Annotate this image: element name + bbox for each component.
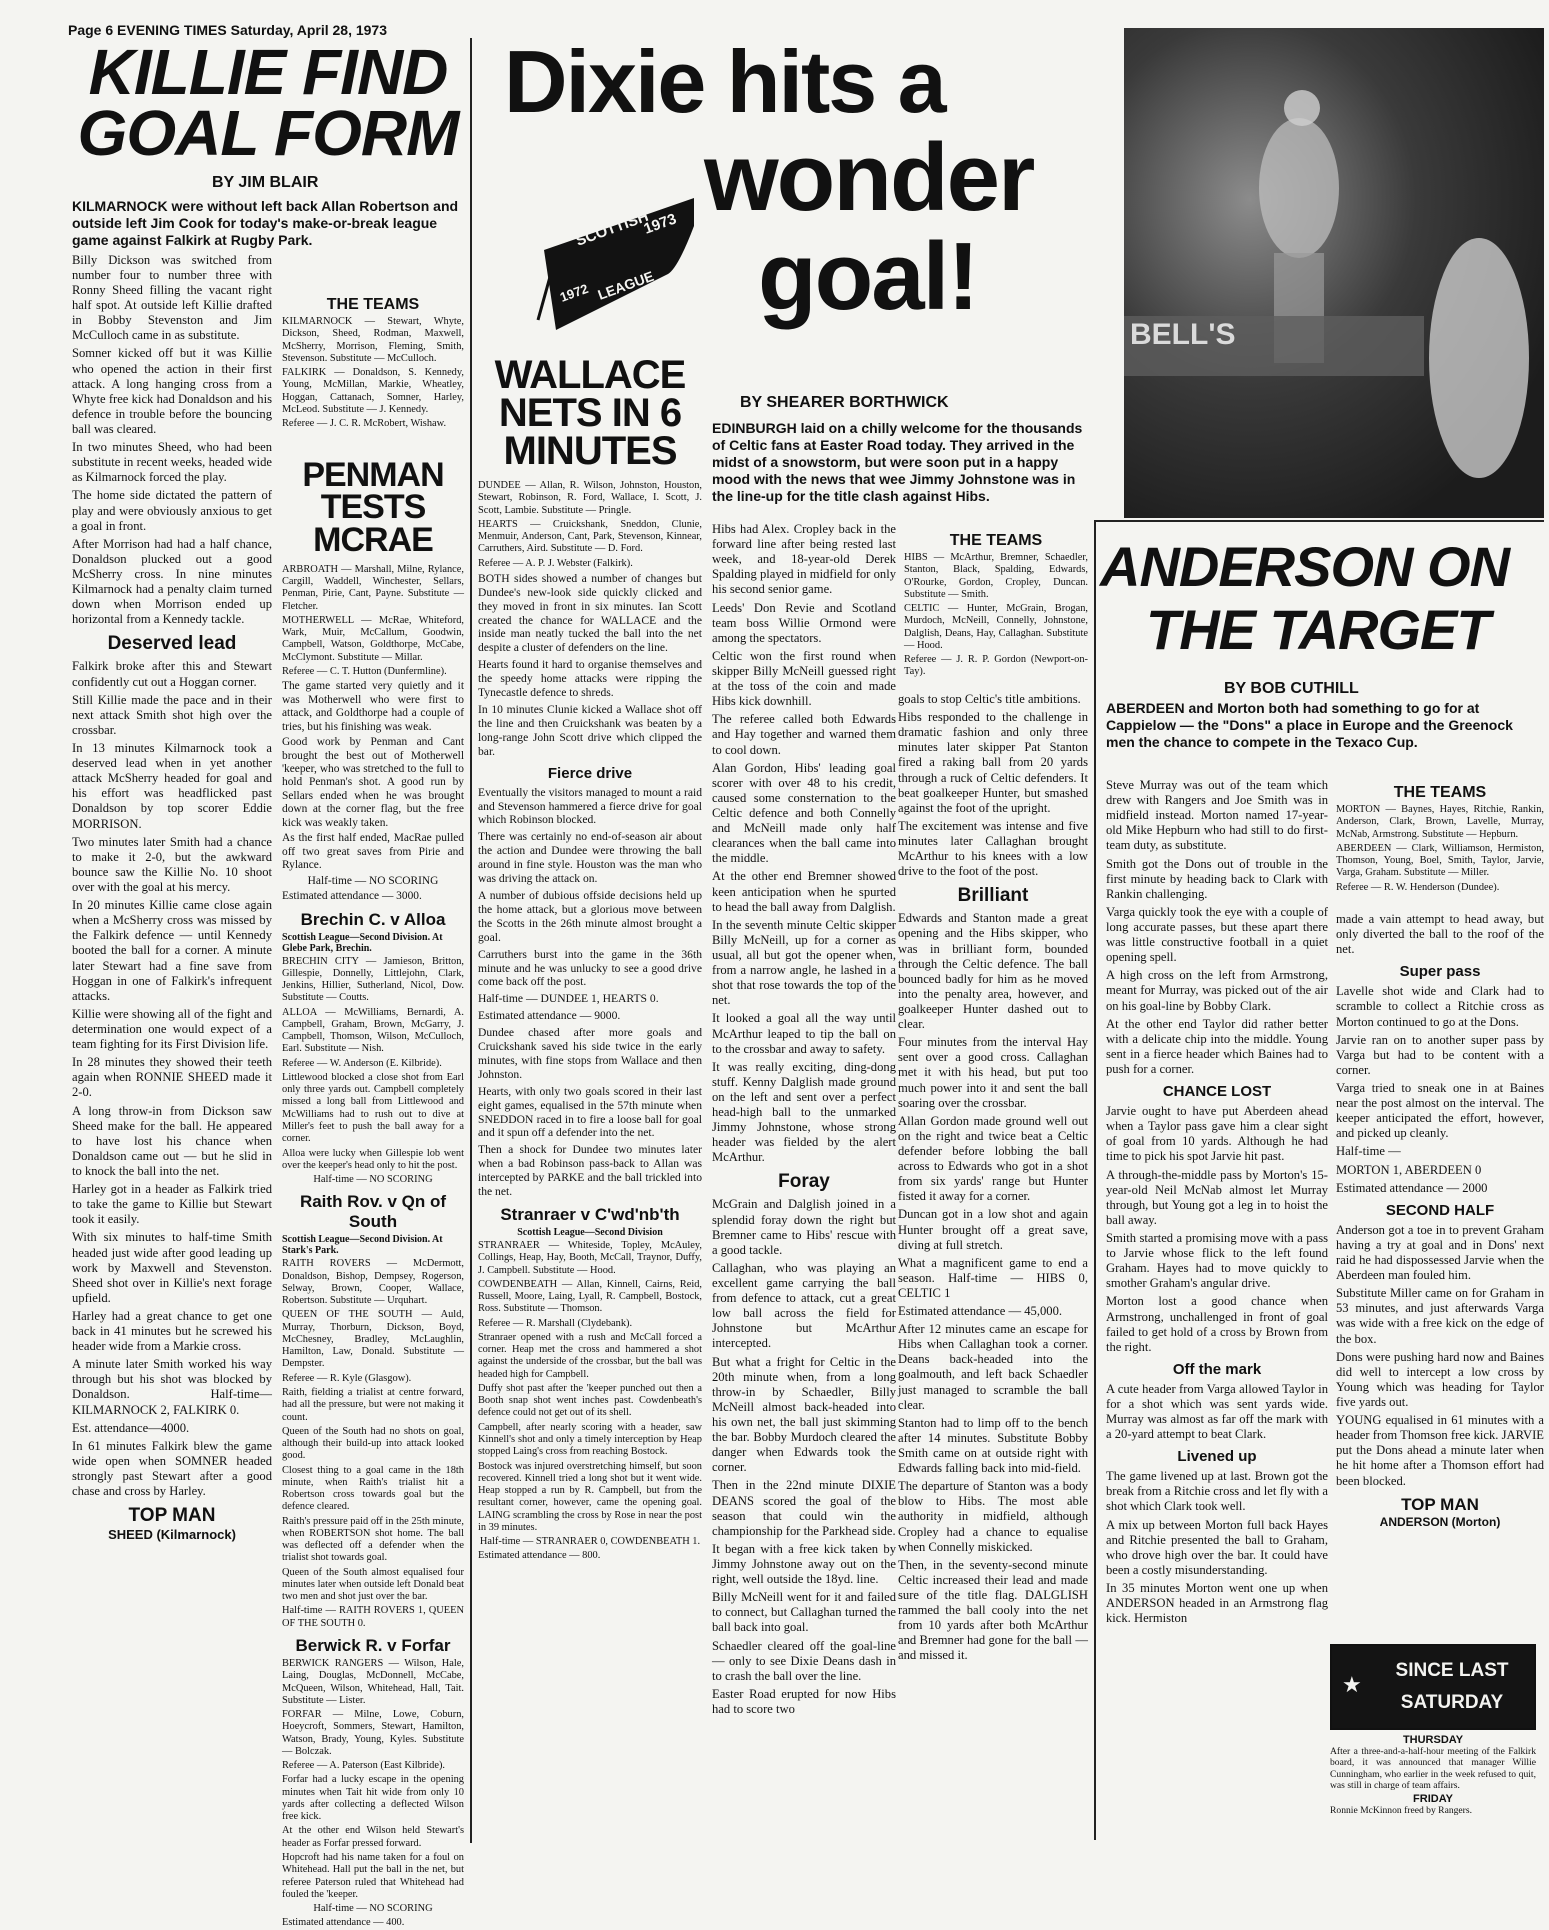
paragraph: Smith got the Dons out of trouble in the first minute by heading back to Clark with Rankin challenging. — [1106, 856, 1328, 901]
match-text: Alloa were lucky when Gillespie lob went over the keeper's head only to hit the post. — [282, 1147, 464, 1171]
match-text: Referee — R. Marshall (Clydebank). — [478, 1317, 633, 1329]
paragraph: The excitement was intense and five minutes later Callaghan brought McArthur to his knees with a low drive to the foot of the post. — [898, 818, 1088, 879]
match-text: Referee — R. Kyle (Glasgow). — [282, 1372, 412, 1384]
killie-subhead: Deserved lead — [107, 633, 237, 655]
match-text: FORFAR — Milne, Lowe, Coburn, Hoeycroft, Sommers, Stewart, Hamilton, Watson, Brady, Young, Kyles. Substitute — Bolczak. — [282, 1709, 464, 1757]
column-rule — [470, 38, 472, 1843]
paragraph: There was certainly no end-of-season air about the action and Dundee were throwing the ball around in fine style. Houston was the man who was driving the attack on. — [478, 830, 702, 886]
wallace-headline: WALLACE NETS IN 6 MINUTES — [494, 353, 686, 473]
paragraph: With six minutes to half-time Smith headed just wide after good leading up work by Maxwell and Stevenston. Sheed shot over in Killie's next forage upfield. — [72, 1230, 272, 1305]
paragraph: Est. attendance—4000. — [72, 1420, 190, 1435]
killie-teams-title: THE TEAMS — [326, 296, 420, 313]
anderson-teams-title: THE TEAMS — [1393, 784, 1487, 801]
team-lineup: MOTHERWELL — McRae, Whiteford, Wark, Muir, McCallum, Goodwin, Campbell, Watson, Goldthorpe, McCabe, McClymont. Substitute — Millar. — [282, 614, 464, 663]
team-lineup: HIBS — McArthur, Bremner, Schaedler, Stanton, Black, Spalding, Edwards, O'Rourke, Gordon, Cropley, Duncan. Substitute — Smith. — [904, 552, 1088, 600]
killie-top-man-label: TOP MAN — [128, 1505, 216, 1527]
anderson-subhead-second-half: SECOND HALF — [1385, 1201, 1495, 1219]
stranraer-title: Stranraer v C'wd'nb'th — [500, 1205, 680, 1225]
match-text: Bostock was injured overstretching himself, but soon recovered. Kinnell tried a long shot but it went wide. Heap stopped a run by R. Campbell, but from the resultant corner, however, came the opening goal. LAING scrambling the cross by Rose in near the post in 39 minutes. — [478, 1460, 702, 1533]
match-text: ALLOA — McWilliams, Bernardi, A. Campbell, Graham, Brown, McGarry, J. Campbell, Thomson, Wilson, McCulloch, Earl. Substitute — Nish. — [282, 1006, 464, 1055]
paragraph: Then in the 22nd minute DIXIE DEANS scored the goal of the season that could win the championship for the Parkhead side. — [712, 1478, 896, 1538]
match-text: Hopcroft had his name taken for a foul on Whitehead. Hall put the ball in the net, but referee Paterson ruled that Whitehead had fouled the 'keeper. — [282, 1852, 464, 1900]
paragraph: Jarvie ran on to another super pass by Varga but had to be content with a corner. — [1336, 1032, 1544, 1077]
paragraph: A cute header from Varga allowed Taylor in for a shot which was sent yards wide. Murray was almost as far off the mark with a 20-yard attempt to beat Clark. — [1106, 1381, 1328, 1442]
anderson-lead: ABERDEEN and Morton both had something to go for at Cappielow — the "Dons" a place in Europe and the Greenock men the chance to compete in the Texaco Cup. — [1106, 700, 1513, 751]
score-line: MORTON 1, ABERDEEN 0 — [1336, 1162, 1482, 1177]
killie-body — [72, 253, 272, 1542]
paragraph: What a magnificent game to end a season. Half-time — HIBS 0, CELTIC 1 — [898, 1255, 1088, 1300]
half-time-line: Half-time — STRANRAER 0, COWDENBEATH 1. — [479, 1536, 701, 1548]
since-last-saturday-box — [1330, 1644, 1536, 1730]
paragraph: McGrain and Dalglish joined in a splendid foray down the right but Bremner came to Hibs' rescue with a good tackle. — [712, 1197, 896, 1257]
player-head — [1284, 90, 1320, 126]
paragraph: Alan Gordon, Hibs' leading goal scorer with over 48 to his credit, caused some consternation to the Celtic defence and both Connelly and McNeill made only half clearances when the ball came into the middle. — [712, 760, 896, 866]
paragraph: The referee called both Edwards and Hay together and warned them to cool down. — [712, 712, 896, 757]
paragraph: It looked a goal all the way until McArthur leaped to tip the ball on to the crossbar and away to safety. — [712, 1011, 896, 1056]
anderson-column-1 — [1106, 778, 1328, 1842]
paragraph: Billy McNeill went for it and failed to connect, but Callaghan turned the ball back into goal. — [712, 1590, 896, 1635]
paragraph: Dons were pushing hard now and Baines did well to intercept a low cross by Young which was heading for Taylor five yards out. — [1336, 1349, 1544, 1409]
attendance-line: Estimated attendance — 45,000. — [898, 1304, 1063, 1319]
paragraph: Morton lost a good chance when Armstrong, unchallenged in front of goal failed to get hold of a cross by Brown from the right. — [1106, 1294, 1328, 1354]
paragraph: A high cross on the left from Armstrong, meant for Murray, was picked out of the air on his goal-line by Bobby Clark. — [1106, 968, 1328, 1013]
match-text: Queen of the South had no shots on goal, although their build-up into attack looked good. — [282, 1425, 464, 1462]
paragraph: Hearts, with only two goals scored in their last eight games, equalised in the 57th minute when SNEDDON raced in to fire a loose ball for goal and it spun off a defender into the net. — [478, 1084, 702, 1140]
match-text: Duffy shot past after the 'keeper punched out then a Booth snap shot went inches past. Cowdenbeath's defence could not get out of its shell. — [478, 1382, 702, 1419]
attendance-line: Estimated attendance — 800. — [478, 1550, 601, 1562]
anderson-subhead-chance-lost: CHANCE LOST — [1162, 1083, 1272, 1101]
referee-line: Referee — A. P. J. Webster (Falkirk). — [478, 557, 633, 569]
dixie-headline-line-1: Dixie hits a — [504, 32, 945, 131]
attendance-line: Estimated attendance — 9000. — [478, 1009, 621, 1023]
paragraph: goals to stop Celtic's title ambitions. — [898, 692, 1081, 706]
half-time-line: Half-time — DUNDEE 1, HEARTS 0. — [478, 992, 659, 1006]
paragraph: Still Killie made the pace and in their next attack Smith shot high over the crossbar. — [72, 692, 272, 737]
since-last-saturday-notes — [1330, 1734, 1536, 1844]
penman-article — [282, 455, 464, 1929]
thursday-label: THURSDAY — [1402, 1734, 1464, 1746]
dixie-column-1 — [712, 522, 896, 1842]
paragraph: Smith started a promising move with a pass to Jarvie whose flick to the left found Graham. Hayes had to move quickly to smother Graham's angular drive. — [1106, 1230, 1328, 1291]
paragraph: Anderson got a toe in to prevent Graham having a try at goal and in Dons' next raid he had dispossessed Jarvie when the Aberdeen man fouled him. — [1336, 1222, 1544, 1283]
match-text: BRECHIN CITY — Jamieson, Britton, Gillespie, Donnelly, Littlejohn, Clark, Jenkins, Hillier, Sutherland, Nicol, Dow. Substitute — Coutts. — [282, 955, 464, 1004]
killie-headline-line-2: GOAL FORM — [77, 96, 459, 169]
anderson-subhead-livened-up: Livened up — [1177, 1448, 1257, 1466]
paragraph: After 12 minutes came an escape for Hibs when Callaghan took a corner. Deans back-headed into the goalmouth, and left back Schaedler just managed to scramble the ball clear. — [898, 1322, 1088, 1412]
hoarding-sign-text: BELL'S — [1130, 318, 1236, 351]
paragraph: Then a shock for Dundee two minutes later when a bad Robinson pass-back to Allan was intercepted by PARKE and the ball trickled into the net. — [478, 1143, 702, 1199]
column-rule — [1094, 520, 1096, 1840]
dixie-headline-line-3: goal! — [758, 222, 978, 330]
match-text: COWDENBEATH — Allan, Kinnell, Cairns, Reid, Russell, Moore, Laing, Lyall, R. Campbell, Bostock, Ross. Substitute — Thomson. — [478, 1278, 702, 1315]
paragraph: Easter Road erupted for now Hibs had to score two — [712, 1686, 896, 1716]
paragraph: Duncan got in a low shot and again Hunter brought off a great save, diving at full stretch. — [898, 1207, 1088, 1252]
paragraph: In 61 minutes Falkirk blew the game wide open when SOMNER headed strongly past Stewart after a good chase and cross by Harley. — [72, 1438, 272, 1499]
paragraph: It began with a free kick taken by Jimmy Johnstone away out on the right, well outside the 18yd. line. — [712, 1541, 896, 1587]
paragraph: Killie were showing all of the fight and determination one would expect of a team fighting for its First Division life. — [72, 1006, 272, 1052]
paragraph: Dundee chased after more goals and Cruickshank saved his side twice in the early minutes, with fine stops from Wallace and then Johnston. — [478, 1026, 702, 1081]
paragraph: In the seventh minute Celtic skipper Billy McNeill, up for a corner as usual, all but got the opener when, from a narrow angle, he lashed in a shot that rose towards the top of the net. — [712, 917, 896, 1008]
team-lineup: MORTON — Baynes, Hayes, Ritchie, Rankin, Anderson, Clark, Brown, Lavelle, Murray, McNab, Armstrong. Substitute — Hepburn. — [1336, 804, 1544, 840]
killie-byline: BY JIM BLAIR — [212, 173, 319, 191]
paragraph: Eventually the visitors managed to mount a raid and Stevenson hammered a fierce drive for goal which Robinson blocked. — [478, 785, 702, 827]
paragraph: A mix up between Morton full back Hayes and Ritchie presented the ball to Graham, who drove high over the bar. It could have been a costly misunderstanding. — [1106, 1517, 1328, 1577]
team-lineup: DUNDEE — Allan, R. Wilson, Johnston, Houston, Stewart, Robinson, R. Ford, Wallace, I. Scott, J. Scott, Lambie. Substitute — Pringle. — [478, 480, 702, 516]
anderson-headline-line-1: ANDERSON ON — [1100, 535, 1510, 598]
paragraph: In 35 minutes Morton went one up when ANDERSON headed in an Armstrong flag kick. Hermiston — [1106, 1581, 1328, 1626]
anderson-column-2 — [1336, 912, 1544, 1636]
since-line-2: SATURDAY — [1400, 1692, 1504, 1713]
friday-label: FRIDAY — [1413, 1793, 1453, 1806]
pennant-text-league: LEAGUE — [595, 267, 656, 303]
anderson-byline: BY BOB CUTHILL — [1224, 680, 1359, 697]
paragraph: Leeds' Don Revie and Scotland team boss Willie Ormond were among the spectators. — [712, 600, 896, 645]
killie-teams-box — [282, 292, 464, 454]
paragraph: Then, in the seventy-second minute Celtic increased their lead and made sure of the title flag. DALGLISH rammed the ball cooly into the net from 10 yards after both McArthur and Bremner had gone for the ball — and missed it. — [898, 1557, 1088, 1663]
league-line: Scottish League—Second Division. At Stark's Park. — [282, 1234, 443, 1257]
paragraph: In 20 minutes Killie came close again when a McSherry cross was missed by the Falkirk defence — until Kennedy booted the ball for a corner. A minute later Stewart had a fine save from Hoggan in one of Falkirk's infrequent attacks. — [72, 898, 272, 1003]
paragraph: A number of dubious offside decisions held up the home attack, but a glorious move between the Scotts in the 26th minute almost brought a goal. — [478, 888, 702, 944]
paragraph: Four minutes from the interval Hay sent over a good cross. Callaghan met it with his head, but put too much power into it and sent the ball soaring over the crossbar. — [898, 1035, 1088, 1110]
paragraph: Callaghan, who was playing an excellent game carrying the ball from defence to attack, cut a great low ball across the field for Johnstone but McArthur intercepted. — [712, 1260, 896, 1351]
match-photo — [1124, 28, 1544, 518]
paragraph: Carruthers burst into the game in the 36th minute and he was unlucky to see a good drive come back off the post. — [478, 947, 702, 989]
referee-line: Referee — J. R. P. Gordon (Newport-on-Tay). — [904, 654, 1088, 678]
paragraph: Harley got in a header as Falkirk tried to take the game to Killie but Stewart took it easily. — [72, 1182, 272, 1227]
paragraph: The departure of Stanton was a body blow to Hibs. The most able authority in midfield, although Cropley had a chance to equalise when Connelly miskicked. — [898, 1479, 1088, 1554]
paragraph: Lavelle shot wide and Clark had to scramble to collect a Ritchie cross as Morton continued to go at the Dons. — [1336, 984, 1544, 1029]
attendance-line: Estimated attendance — 3000. — [282, 890, 422, 903]
anderson-subhead-off-the-mark: Off the mark — [1172, 1360, 1262, 1378]
half-time-line: Half-time — NO SCORING — [313, 1903, 433, 1915]
match-text: Raith, fielding a trialist at centre forward, had all the pressure, but were not making it count. — [282, 1386, 464, 1423]
paragraph: YOUNG equalised in 61 minutes with a header from Thomson free kick. JARVIE put the Dons ahead a minute later when he hit home after a Thomson effort had been blocked. — [1336, 1413, 1544, 1488]
player-figure — [1259, 118, 1339, 258]
player-silhouettes — [1124, 28, 1544, 518]
match-text: Forfar had a lucky escape in the opening minutes when Tait hit wide from only 10 yards after collecting a deflected Wilson free kick. — [282, 1774, 464, 1823]
dixie-teams-box — [904, 528, 1088, 688]
team-lineup: CELTIC — Hunter, McGrain, Brogan, Murdoch, McNeill, Connelly, Johnstone, Dalglish, Deans, Hay, Callaghan. Substitute — Hood. — [904, 603, 1088, 651]
paragraph: Good work by Penman and Cant brought the best out of Motherwell 'keeper, who was stretched to the full to hold Penman's shot. A good run by Sellars ended when he was brought down at the corner flag, but the free kick was weakly taken. — [282, 736, 464, 829]
paragraph: Jarvie ought to have put Aberdeen ahead when a Taylor pass gave him a clear sight of goal from 10 yards. Although he had time to pick his spot Jarvie hit past. — [1106, 1104, 1328, 1164]
paragraph: As the first half ended, MacRae pulled off two great saves from Pirie and Rylance. — [282, 832, 464, 872]
team-lineup: HEARTS — Cruickshank, Sneddon, Clunie, Menmuir, Anderson, Cant, Park, Stevenson, Kinnear, Carruthers, Aird. Substitute — D. Ford. — [478, 518, 702, 555]
match-text: Referee — A. Paterson (East Kilbride). — [282, 1760, 446, 1772]
referee-line: Referee — J. C. R. McRobert, Wishaw. — [282, 418, 447, 430]
league-line: Scottish League—Second Division — [517, 1227, 663, 1239]
wallace-article — [478, 352, 702, 1842]
match-text: Campbell, after nearly scoring with a header, saw Kinnell's shot and only a timely interception by Heap stopped Laing's cross from reaching Bostock. — [478, 1421, 702, 1458]
dixie-column-2 — [898, 692, 1088, 1842]
dixie-headline-line-2: wonder — [704, 123, 1034, 231]
paragraph: The game started very quietly and it was Motherwell who were first to attack, and Goldthorpe had a couple of tries, but his finishing was weak. — [282, 680, 464, 733]
match-text: QUEEN OF THE SOUTH — Auld, Murray, Thorburn, Dickson, Boyd, McChesney, Bradley, McLaughlin, Hamilton, Law, Donald. Substitute — Dempster. — [282, 1309, 464, 1370]
friday-text: Ronnie McKinnon freed by Rangers. — [1330, 1805, 1473, 1817]
match-text: BERWICK RANGERS — Wilson, Hale, Laing, Douglas, McDonnell, McCabe, McQueen, Wilson, Whitehead, Hall, Tait. Substitute — Lister. — [282, 1658, 464, 1706]
dixie-teams-title: THE TEAMS — [949, 532, 1043, 549]
paragraph: Harley had a great chance to get one back in 41 minutes but he screwed his header wide from a Markie cross. — [72, 1308, 272, 1354]
anderson-top-man-label: TOP MAN — [1401, 1494, 1479, 1514]
killie-lead: KILMARNOCK were without left back Allan Robertson and outside left Jim Cook for today's make-or-break league game against Falkirk at Rugby Park. — [72, 197, 459, 248]
player-figure — [1429, 238, 1529, 478]
paragraph: Celtic won the first round when skipper Billy McNeill guessed right at the toss of the coin and made Hibs kick downhill. — [712, 648, 896, 709]
paragraph: In two minutes Sheed, who had been substitute in recent weeks, headed wide as Kilmarnock forced the play. — [72, 440, 272, 485]
match-text: Raith's pressure paid off in the 25th minute, when ROBERTSON shot home. The ball was deflected off a defender when the trialist shot towards goal. — [282, 1515, 464, 1564]
paragraph: At the other end Taylor did rather better with a delicate chip into the middle. Young sent in a fierce header which Baines had to push for a corner. — [1106, 1016, 1328, 1076]
paragraph: Substitute Miller came on for Graham in 53 minutes, and just afterwards Varga was wide with a free kick on the edge of the box. — [1336, 1286, 1544, 1346]
anderson-top-man-name: ANDERSON (Morton) — [1379, 1514, 1501, 1529]
half-time-line: Half-time — — [1336, 1144, 1401, 1159]
paragraph: Allan Gordon made ground well out on the right and twice beat a Celtic defender before lobbing the ball across to Edwards who got in a shot from six yards' range but Hunter fisted it away for a corner. — [898, 1113, 1088, 1204]
wallace-subhead: Fierce drive — [547, 764, 633, 782]
paragraph: Hearts found it hard to organise themselves and the speedy home attacks were ripping the Tynecastle defence to shreds. — [478, 658, 702, 700]
paragraph: But what a fright for Celtic in the 20th minute when, from a long throw-in by Schaedler, Billy McNeill almost back-headed into his own net, the ball just skimming the bar. Bobby Murdoch cleared the danger when Edwards took the corner. — [712, 1354, 896, 1475]
paragraph: In 28 minutes they showed their teeth again when RONNIE SHEED made it 2-0. — [72, 1055, 272, 1100]
dixie-byline: BY SHEARER BORTHWICK — [740, 394, 949, 411]
anderson-headline — [1100, 535, 1544, 662]
team-lineup: KILMARNOCK — Stewart, Whyte, Dickson, Sheed, Rodman, Maxwell, McSherry, Morrison, Fleming, Smith, Stevenson. Substitute — McCulloch. — [282, 316, 464, 364]
team-lineup: FALKIRK — Donaldson, S. Kennedy, Young, McMillan, Markie, Wheatley, Hoggan, Cattanach, Somner, Harley, McLeod. Substitute — J. Kennedy. — [282, 367, 464, 415]
dixie-subhead-brilliant: Brilliant — [957, 885, 1029, 907]
paragraph: Varga tried to sneak one in at Baines near the post almost on the interval. The keeper anticipated the effort, however, and picked up cleanly. — [1336, 1080, 1544, 1141]
match-text: STRANRAER — Whiteside, Topley, McAuley, Collings, Heap, Hay, Booth, McCall, Traynor, Duffy, J. Campbell. Substitute — Hood. — [478, 1240, 702, 1276]
paragraph: made a vain attempt to head away, but only diverted the ball to the roof of the net. — [1336, 912, 1544, 957]
wallace-body — [478, 572, 702, 1199]
paragraph: A through-the-middle pass by Morton's 15-year-old Neil McNab almost let Murray through, but Young got a leg in to hoist the ball away. — [1106, 1167, 1328, 1227]
paragraph: Billy Dickson was switched from number four to number three with Ronny Sheed filling the vacant right half spot. At outside left Killie drafted in Bobby Stevenston and Jim McCulloch came in as substitute. — [72, 252, 272, 343]
star-icon: ★ — [1342, 1672, 1362, 1697]
pennant-text-scottish: SCOTTISH — [573, 207, 651, 250]
paragraph: At the other end Bremner showed keen anticipation when he spurted to head the ball away from Dalglish. — [712, 869, 896, 914]
paragraph: In 10 minutes Clunie kicked a Wallace shot off the line and then Cruickshank was beaten by a long-range John Scott drive which clipped the bar. — [478, 703, 702, 758]
killie-headline — [72, 36, 464, 169]
anderson-headline-line-2: THE TARGET — [1146, 598, 1490, 662]
referee-line: Referee — C. T. Hutton (Dunfermline). — [282, 666, 447, 678]
league-line: Scottish League—Second Division. At Glebe Park, Brechin. — [282, 931, 443, 954]
league-pennant-flag — [478, 190, 708, 335]
paragraph: Somner kicked off but it was Killie who opened the action in their first attack. A long hanging cross from a Whyte free kick had Donaldson and his defence in trouble before the bouncing ball was cleared. — [72, 346, 272, 437]
paragraph: A minute later Smith worked his way through but his shot was blocked by Donaldson. Half-time— KILMARNOCK 2, FALKIRK 0. — [72, 1357, 272, 1417]
paragraph: A long throw-in from Dickson saw Sheed make for the ball. He appeared to have lost his chance when Donaldson came out — but he slid in to knock the ball into the net. — [72, 1103, 272, 1178]
killie-headline-line-1: KILLIE FIND — [88, 36, 448, 108]
paragraph: Hibs had Alex. Cropley back in the forward line after being rested last week, and 18-year-old Derek Spalding played in midfield for only his second senior game. — [712, 522, 896, 597]
anderson-teams-box — [1336, 780, 1544, 910]
paragraph: Stanton had to limp off to the bench after 14 minutes. Substitute Bobby Smith came on at outside right with Edwards falling back into mid-field. — [898, 1415, 1088, 1476]
paragraph: Schaedler cleared off the goal-line — only to see Dixie Deans dash in to crash the ball over the line. — [712, 1638, 896, 1683]
attendance-line: Estimated attendance — 400. — [282, 1917, 405, 1929]
since-line-1: SINCE LAST — [1395, 1660, 1509, 1681]
match-text: Queen of the South almost equalised four minutes later when outside left Donald beat two men and shot just over the bar. — [282, 1566, 464, 1603]
paragraph: It was really exciting, ding-dong stuff. Kenny Dalglish made ground on the left and sent over a perfect head-high ball to the unmarked Jimmy Johnstone, whose strong header was fielded by the alert McArthur. — [712, 1059, 896, 1165]
attendance-line: Estimated attendance — 2000 — [1336, 1180, 1488, 1195]
match-text: Littlewood blocked a close shot from Earl only three yards out. Campbell completely missed a long ball from Littlewood and McWilliams had to rush out to dive at Miller's feet to push the ball away for a corner. — [282, 1071, 464, 1145]
pennant-text-1972: 1972 — [557, 280, 591, 305]
paragraph: Steve Murray was out of the team which drew with Rangers and Joe Smith was in midfield instead. Morton named 17-year-old Mike Hepburn who had still to do first-team duty, as substitute. — [1106, 778, 1328, 853]
section-rule — [1094, 520, 1544, 522]
berwick-title: Berwick R. v Forfar — [295, 1636, 451, 1656]
paragraph: Edwards and Stanton made a great opening and the Hibs skipper, who was in brilliant form, bounded through the Celtic defence. The ball bounced badly for him as he moved into the penalty area, however, and goalkeeper Hunter dashed out to clear. — [898, 911, 1088, 1032]
pennant-text-1973: 1973 — [641, 210, 679, 238]
paragraph: Two minutes later Smith had a chance to make it 2-0, but the awkward bounce saw the Killie No. 10 shoot over with the goal at his mercy. — [72, 834, 272, 894]
match-text: Stranraer opened with a rush and McCall forced a corner. Heap met the cross and hammered a shot against the underside of the crossbar, but the ball was headed high for Campbell. — [478, 1331, 702, 1380]
half-time-line: Half-time — RAITH ROVERS 1, QUEEN OF THE SOUTH 0. — [282, 1605, 464, 1629]
match-text: Referee — W. Anderson (E. Kilbride). — [282, 1057, 442, 1069]
brechin-title: Brechin C. v Alloa — [300, 909, 446, 929]
paragraph: The game livened up at last. Brown got the break from a Ritchie cross and let fly with a shot which Clark took well. — [1106, 1469, 1328, 1514]
match-text: At the other end Wilson held Stewart's header as Forfar pressed forward. — [282, 1825, 464, 1849]
thursday-text: After a three-and-a-half-hour meeting of the Falkirk board, it was announced that manager Willie Cunningham, who earlier in the week refused to quit, was still in charge of team affairs. — [1330, 1746, 1536, 1791]
half-time-line: Half-time — NO SCORING — [307, 874, 439, 887]
paragraph: After Morrison had had a half chance, Donaldson plucked out a good McSherry cross. In nine minutes Kilmarnock had a penalty claim turned down when Morrison ended up horizontal from a Kennedy tackle. — [72, 536, 272, 627]
page-folio: Page 6 EVENING TIMES Saturday, April 28, 1973 — [68, 22, 388, 38]
match-text: Closest thing to a goal came in the 18th minute, when Raith's trialist hit a Robertson cross towards goal but the defence cleared. — [282, 1464, 464, 1513]
killie-top-man-name: SHEED (Kilmarnock) — [108, 1527, 236, 1543]
paragraph: Hibs responded to the challenge in dramatic fashion and only three minutes later skipper Pat Stanton fired a raking ball from 20 yards through a ruck of Celtic defenders. It beat goalkeeper Hunter, but smashed against the foot of the upright. — [898, 710, 1088, 815]
paragraph: BOTH sides showed a number of changes but Dundee's new-look side quickly clicked and they moved in front in six minutes. Ian Scott created the chance for WALLACE and the inside man neatly tucked the ball into the net despite a cluster of defenders on the line. — [478, 571, 702, 655]
team-lineup: ARBROATH — Marshall, Milne, Rylance, Cargill, Waddell, Winchester, Sellars, Penman, Pirie, Cant, Payne. Substitute — Fletcher. — [282, 563, 464, 612]
paragraph: Falkirk broke after this and Stewart confidently cut out a Hoggan corner. — [72, 659, 272, 689]
paragraph: The home side dictated the pattern of play and were obviously anxious to get a goal in front. — [72, 488, 272, 533]
raith-title: Raith Rov. v Qn of South — [299, 1192, 447, 1232]
match-text: RAITH ROVERS — McDermott, Donaldson, Bishop, Dempsey, Rogerson, Selway, Brown, Cooper, Wallace, Robertson. Substitute — Urquhart. — [282, 1258, 464, 1307]
paragraph: In 13 minutes Kilmarnock took a deserved lead when in yet another attack McSherry headed for goal and his effort was headflicked past Donaldson by top scorer Eddie MORRISON. — [72, 741, 272, 831]
anderson-subhead-super-pass: Super pass — [1399, 963, 1481, 981]
paragraph: Varga quickly took the eye with a couple of long accurate passes, but these apart there was little constructive football in a quiet opening spell. — [1106, 904, 1328, 965]
penman-headline: PENMAN TESTS MCRAE — [302, 456, 444, 559]
team-lineup: ABERDEEN — Clark, Williamson, Hermiston, Thomson, Young, Boel, Smith, Taylor, Jarvie, Varga, Graham. Substitute — Miller. — [1336, 842, 1544, 879]
half-time-line: Half-time — NO SCORING — [313, 1174, 433, 1186]
dixie-subhead-foray: Foray — [778, 1171, 830, 1193]
dixie-lead: EDINBURGH laid on a chilly welcome for the thousands of Celtic fans at Easter Road today. They arrived in the midst of a snowstorm, but were soon put in a happy mood with the news that wee Jimmy Johnstone was in the line-up for the title clash against Hibs. — [712, 420, 1083, 505]
referee-line: Referee — R. W. Henderson (Dundee). — [1336, 881, 1500, 893]
